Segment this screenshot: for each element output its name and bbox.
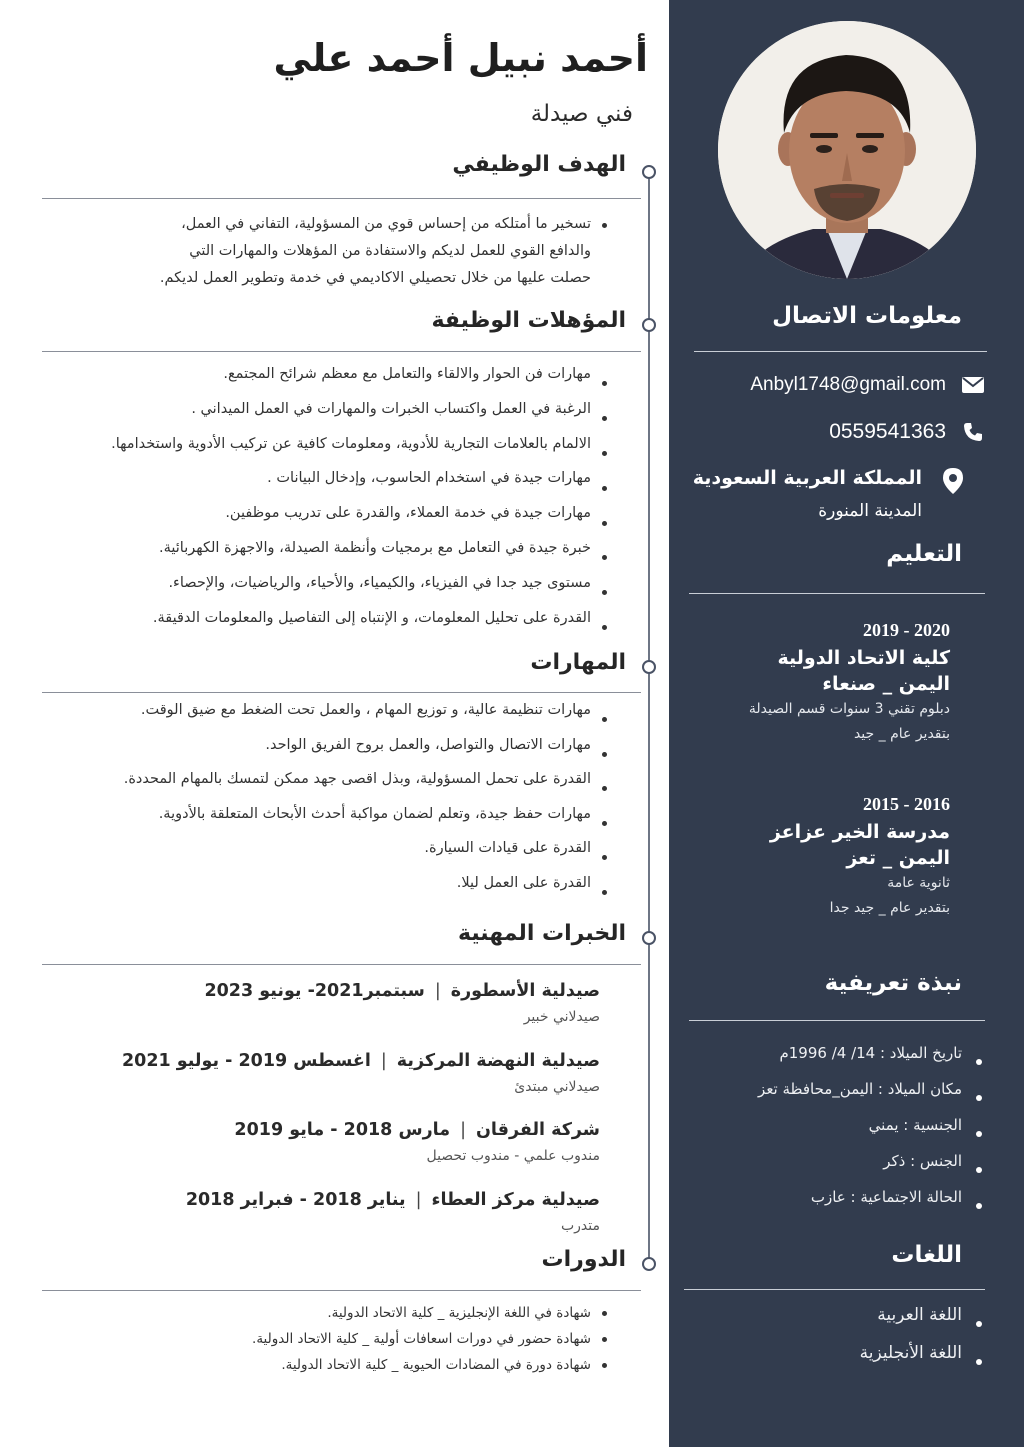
list-item: مهارات الاتصال والتواصل، والعمل بروح الفريق الواحد. — [124, 737, 591, 772]
location-country: المملكة العربية السعودية — [692, 467, 922, 489]
education-school: مدرسة الخير عزاعز — [769, 821, 950, 843]
timeline-node — [642, 660, 656, 674]
phone-icon — [960, 419, 986, 445]
experience-period: سبتمبر2021- يونيو 2023 — [204, 981, 425, 1001]
list-item: مهارات تنظيمة عالية، و توزيع المهام ، والعمل تحت الضغط مع ضيق الوقت. — [124, 702, 591, 737]
list-item: شهادة دورة في المضادات الحيوية _ كلية الاتحاد الدولية. — [252, 1352, 591, 1378]
list-item: مهارات جيدة في خدمة العملاء، والقدرة على تدريب موظفين. — [111, 505, 591, 540]
timeline-line — [648, 168, 650, 1263]
contact-email-row — [750, 372, 986, 398]
timeline-node — [642, 931, 656, 945]
separator: | — [460, 1120, 466, 1140]
education-degree: ثانوية عامة — [887, 875, 950, 891]
education-item — [770, 794, 950, 919]
education-school: كلية الاتحاد الدولية — [777, 647, 950, 669]
email-link[interactable]: Anbyl1748@gmail.com — [750, 374, 946, 395]
qualifications-divider — [42, 351, 641, 352]
list-item: القدرة على العمل ليلا. — [124, 875, 591, 910]
education-years: 2015 - 2016 — [863, 794, 950, 814]
skills-list — [124, 702, 591, 909]
list-item: تاريخ الميلاد : 14/ 4/ 1996م — [758, 1044, 962, 1080]
list-item: الرغبة في العمل واكتساب الخبرات والمهارات في العمل الميداني . — [111, 401, 591, 436]
list-item: الجنسية : يمني — [758, 1116, 962, 1152]
list-item: خبرة جيدة في التعامل مع برمجيات وأنظمة الصيدلة، والاجهزة الكهربائية. — [111, 540, 591, 575]
timeline-node — [642, 165, 656, 179]
contact-heading: معلومات الاتصال — [772, 303, 962, 329]
location-pin-icon — [942, 467, 964, 499]
full-name: أحمد نبيل أحمد علي — [273, 36, 648, 80]
experience-item — [122, 1051, 600, 1095]
education-item — [749, 620, 950, 745]
skills-divider — [42, 692, 641, 693]
experience-role: صيدلاني مبتدئ — [514, 1079, 600, 1095]
objective-text: تسخير ما أمتلكه من إحساس قوي من المسؤولية، التفاني في العمل، والدافع القوي للعمل لديكم والاستفادة من المؤهلات والمهارات التي حصلت عليها من خلال تحصيلي الاكاديمي في خدمة وتطوير العمل لديكم. — [159, 216, 591, 286]
list-item: الالمام بالعلامات التجارية للأدوية، ومعلومات كافية عن تركيب الأدوية واستخدامها. — [111, 436, 591, 471]
experience-period: يناير 2018 - فبراير 2018 — [185, 1190, 406, 1210]
list-item: شهادة حضور في دورات اسعافات أولية _ كلية الاتحاد الدولية. — [252, 1326, 591, 1352]
profile-divider — [689, 1020, 985, 1021]
experience-place: شركة الفرقان — [476, 1120, 600, 1140]
profile-photo — [718, 21, 976, 279]
job-title: فني صيدلة — [530, 101, 633, 127]
experience-item — [204, 981, 600, 1025]
experience-item — [234, 1120, 600, 1164]
experience-heading: الخبرات المهنية — [457, 921, 626, 946]
qualifications-list — [111, 366, 591, 644]
education-place: اليمن _ تعز — [846, 847, 950, 869]
experience-place: صيدلية الأسطورة — [450, 981, 600, 1001]
experience-item — [186, 1190, 600, 1234]
languages-heading: اللغات — [891, 1242, 962, 1268]
education-divider — [689, 593, 985, 594]
list-item: مهارات جيدة في استخدام الحاسوب، وإدخال البيانات . — [111, 470, 591, 505]
list-item: مكان الميلاد : اليمن_محافظة تعز — [758, 1080, 962, 1116]
list-item: شهادة في اللغة الإنجليزية _ كلية الاتحاد الدولية. — [252, 1300, 591, 1326]
education-degree: دبلوم تقني 3 سنوات قسم الصيدلة — [748, 701, 950, 717]
profile-heading: نبذة تعريفية — [824, 970, 962, 996]
experience-place: صيدلية مركز العطاء — [431, 1190, 600, 1210]
list-item: الحالة الاجتماعية : عازب — [758, 1188, 962, 1224]
education-grade: بتقدير عام _ جيد — [853, 726, 950, 742]
list-item: اللغة العربية — [860, 1305, 962, 1343]
bullet — [602, 223, 607, 228]
list-item: اللغة الأنجليزية — [860, 1343, 962, 1381]
contact-divider — [694, 351, 987, 352]
separator: | — [380, 1051, 387, 1071]
location-city: المدينة المنورة — [818, 501, 922, 521]
education-grade: بتقدير عام _ جيد جدا — [829, 900, 950, 916]
courses-divider — [42, 1290, 641, 1291]
list-item: الجنس : ذكر — [758, 1152, 962, 1188]
courses-heading: الدورات — [541, 1247, 626, 1272]
timeline-node — [642, 318, 656, 332]
education-place: اليمن _ صنعاء — [822, 673, 950, 695]
objective-divider — [42, 198, 641, 199]
separator: | — [434, 981, 441, 1001]
sidebar — [669, 0, 1024, 1447]
list-item: مهارات حفظ جيدة، وتعلم لضمان مواكبة أحدث الأبحاث المتعلقة بالأدوية. — [124, 806, 591, 841]
experience-divider — [42, 964, 641, 965]
experience-role: متدرب — [560, 1218, 600, 1234]
languages-divider — [684, 1289, 985, 1290]
list-item: القدرة على تحمل المسؤولية، وبذل اقصى جهد ممكن لتمسك بالمهام المحددة. — [124, 771, 591, 806]
experience-place: صيدلية النهضة المركزية — [396, 1051, 600, 1071]
phone-number[interactable]: 0559541363 — [829, 420, 946, 443]
experience-period: اغسطس 2019 - يوليو 2021 — [122, 1051, 371, 1071]
contact-phone-row — [829, 419, 986, 445]
list-item: مهارات فن الحوار والالقاء والتعامل مع معظم شرائح المجتمع. — [111, 366, 591, 401]
experience-role: صيدلاني خبير — [523, 1009, 600, 1025]
list-item: القدرة على قيادات السيارة. — [124, 840, 591, 875]
envelope-icon — [960, 372, 986, 398]
experience-period: مارس 2018 - مايو 2019 — [234, 1120, 451, 1140]
list-item: مستوى جيد جدا في الفيزياء، والكيمياء، والأحياء، والرياضيات، والإحصاء. — [111, 575, 591, 610]
profile-list — [758, 1044, 962, 1224]
timeline-node — [642, 1257, 656, 1271]
objective-heading: الهدف الوظيفي — [452, 152, 626, 177]
education-years: 2019 - 2020 — [863, 620, 950, 640]
qualifications-heading: المؤهلات الوظيفة — [431, 308, 626, 333]
separator: | — [415, 1190, 422, 1210]
languages-list — [860, 1305, 962, 1381]
list-item: القدرة على تحليل المعلومات، و الإنتباه إلى التفاصيل والمعلومات الدقيقة. — [111, 610, 591, 645]
experience-role: مندوب علمي - مندوب تحصيل — [426, 1148, 600, 1164]
courses-list — [252, 1300, 591, 1378]
skills-heading: المهارات — [530, 650, 626, 675]
education-heading: التعليم — [886, 541, 962, 567]
